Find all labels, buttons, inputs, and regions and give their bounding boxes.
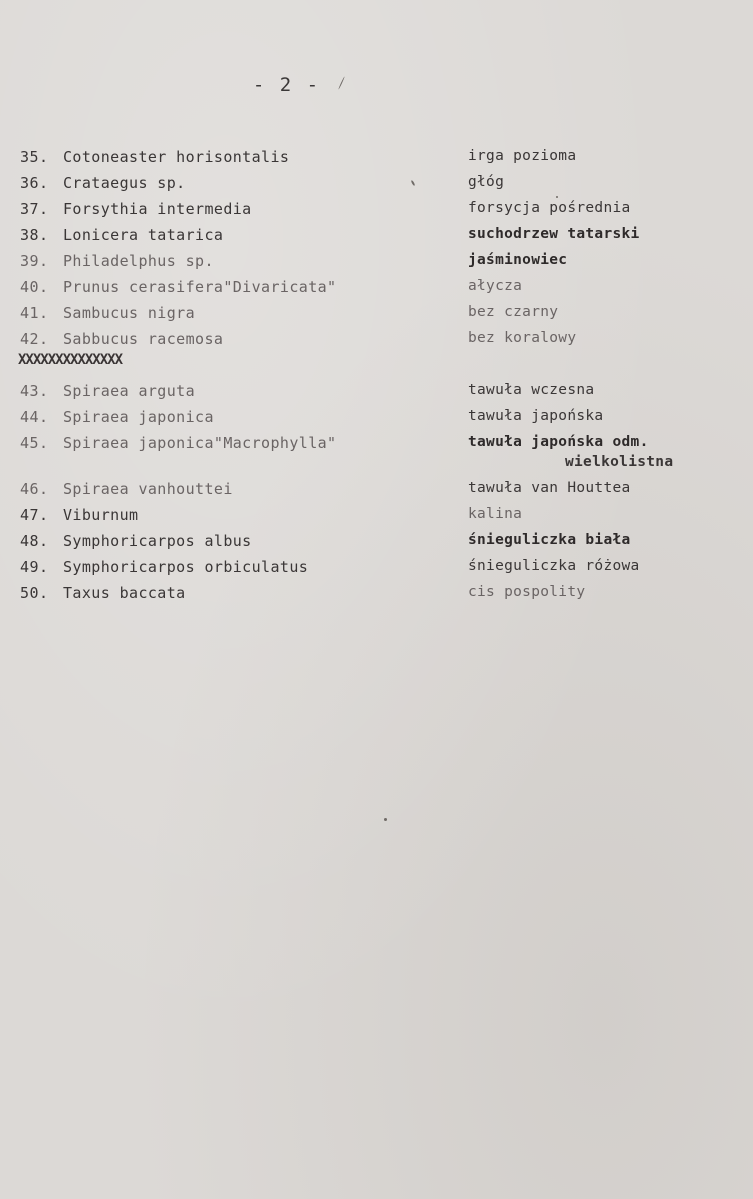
list-item	[0, 434, 753, 478]
list-item	[0, 558, 753, 584]
list-item	[0, 200, 753, 226]
latin-name: Prunus cerasifera"Divaricata"	[63, 278, 337, 296]
entry-number: 45.	[20, 434, 49, 452]
polish-name: głóg	[468, 174, 505, 190]
polish-name: tawuła wczesna	[468, 382, 595, 398]
latin-name: Crataegus sp.	[63, 174, 186, 192]
polish-name: kalina	[468, 506, 523, 522]
polish-name: tawuła japońska	[468, 408, 604, 424]
list-item	[0, 382, 753, 408]
polish-name: śnieguliczka różowa	[468, 558, 640, 574]
polish-name: bez koralowy	[468, 330, 577, 346]
entry-number: 48.	[20, 532, 49, 550]
entry-number: 38.	[20, 226, 49, 244]
list-item	[0, 532, 753, 558]
paper-speck	[556, 196, 558, 198]
latin-name: Symphoricarpos orbiculatus	[63, 558, 309, 576]
entry-number: 47.	[20, 506, 49, 524]
polish-name: tawuła japońska odm.	[468, 434, 649, 450]
polish-name: śnieguliczka biała	[468, 532, 631, 548]
list-item	[0, 584, 753, 610]
polish-name: cis pospolity	[468, 584, 586, 600]
list-item	[0, 408, 753, 434]
latin-name: Spiraea vanhouttei	[63, 480, 233, 498]
latin-name: Sabbucus racemosa	[63, 330, 224, 348]
polish-name: irga pozioma	[468, 148, 577, 164]
list-item	[0, 226, 753, 252]
polish-name: jaśminowiec	[468, 252, 568, 268]
list-item	[0, 480, 753, 506]
entry-number: 44.	[20, 408, 49, 426]
latin-name: Philadelphus sp.	[63, 252, 214, 270]
polish-name: bez czarny	[468, 304, 559, 320]
entry-number: 35.	[20, 148, 49, 166]
list-item	[0, 148, 753, 174]
struck-out-text: XXXXXXXXXXXXXX	[18, 352, 123, 368]
entry-number: 36.	[20, 174, 49, 192]
entry-number: 40.	[20, 278, 49, 296]
page-number: - 2 -	[252, 74, 321, 96]
entry-number: 41.	[20, 304, 49, 322]
latin-name: Cotoneaster horisontalis	[63, 148, 290, 166]
polish-name: ałycza	[468, 278, 523, 294]
entry-number: 49.	[20, 558, 49, 576]
polish-name: tawuła van Houttea	[468, 480, 631, 496]
polish-name-continuation: wielkolistna	[565, 454, 674, 470]
latin-name: Spiraea arguta	[63, 382, 196, 400]
entry-number: 43.	[20, 382, 49, 400]
entry-number: 42.	[20, 330, 49, 348]
entry-number: 39.	[20, 252, 49, 270]
entry-number: 50.	[20, 584, 49, 602]
paper-speck	[384, 818, 387, 821]
list-item	[0, 304, 753, 330]
latin-name: Taxus baccata	[63, 584, 186, 602]
entry-number: 46.	[20, 480, 49, 498]
latin-name: Viburnum	[63, 506, 139, 524]
latin-name: Symphoricarpos albus	[63, 532, 252, 550]
latin-name: Lonicera tatarica	[63, 226, 224, 244]
latin-name: Spiraea japonica	[63, 408, 214, 426]
list-item	[0, 278, 753, 304]
list-item	[0, 252, 753, 278]
polish-name: forsycja pośrednia	[468, 200, 631, 216]
latin-name: Sambucus nigra	[63, 304, 196, 322]
polish-name: suchodrzew tatarski	[468, 226, 640, 242]
list-item	[0, 174, 753, 200]
latin-name: Spiraea japonica"Macrophylla"	[63, 434, 337, 452]
entry-number: 37.	[20, 200, 49, 218]
list-item	[0, 506, 753, 532]
latin-name: Forsythia intermedia	[63, 200, 252, 218]
